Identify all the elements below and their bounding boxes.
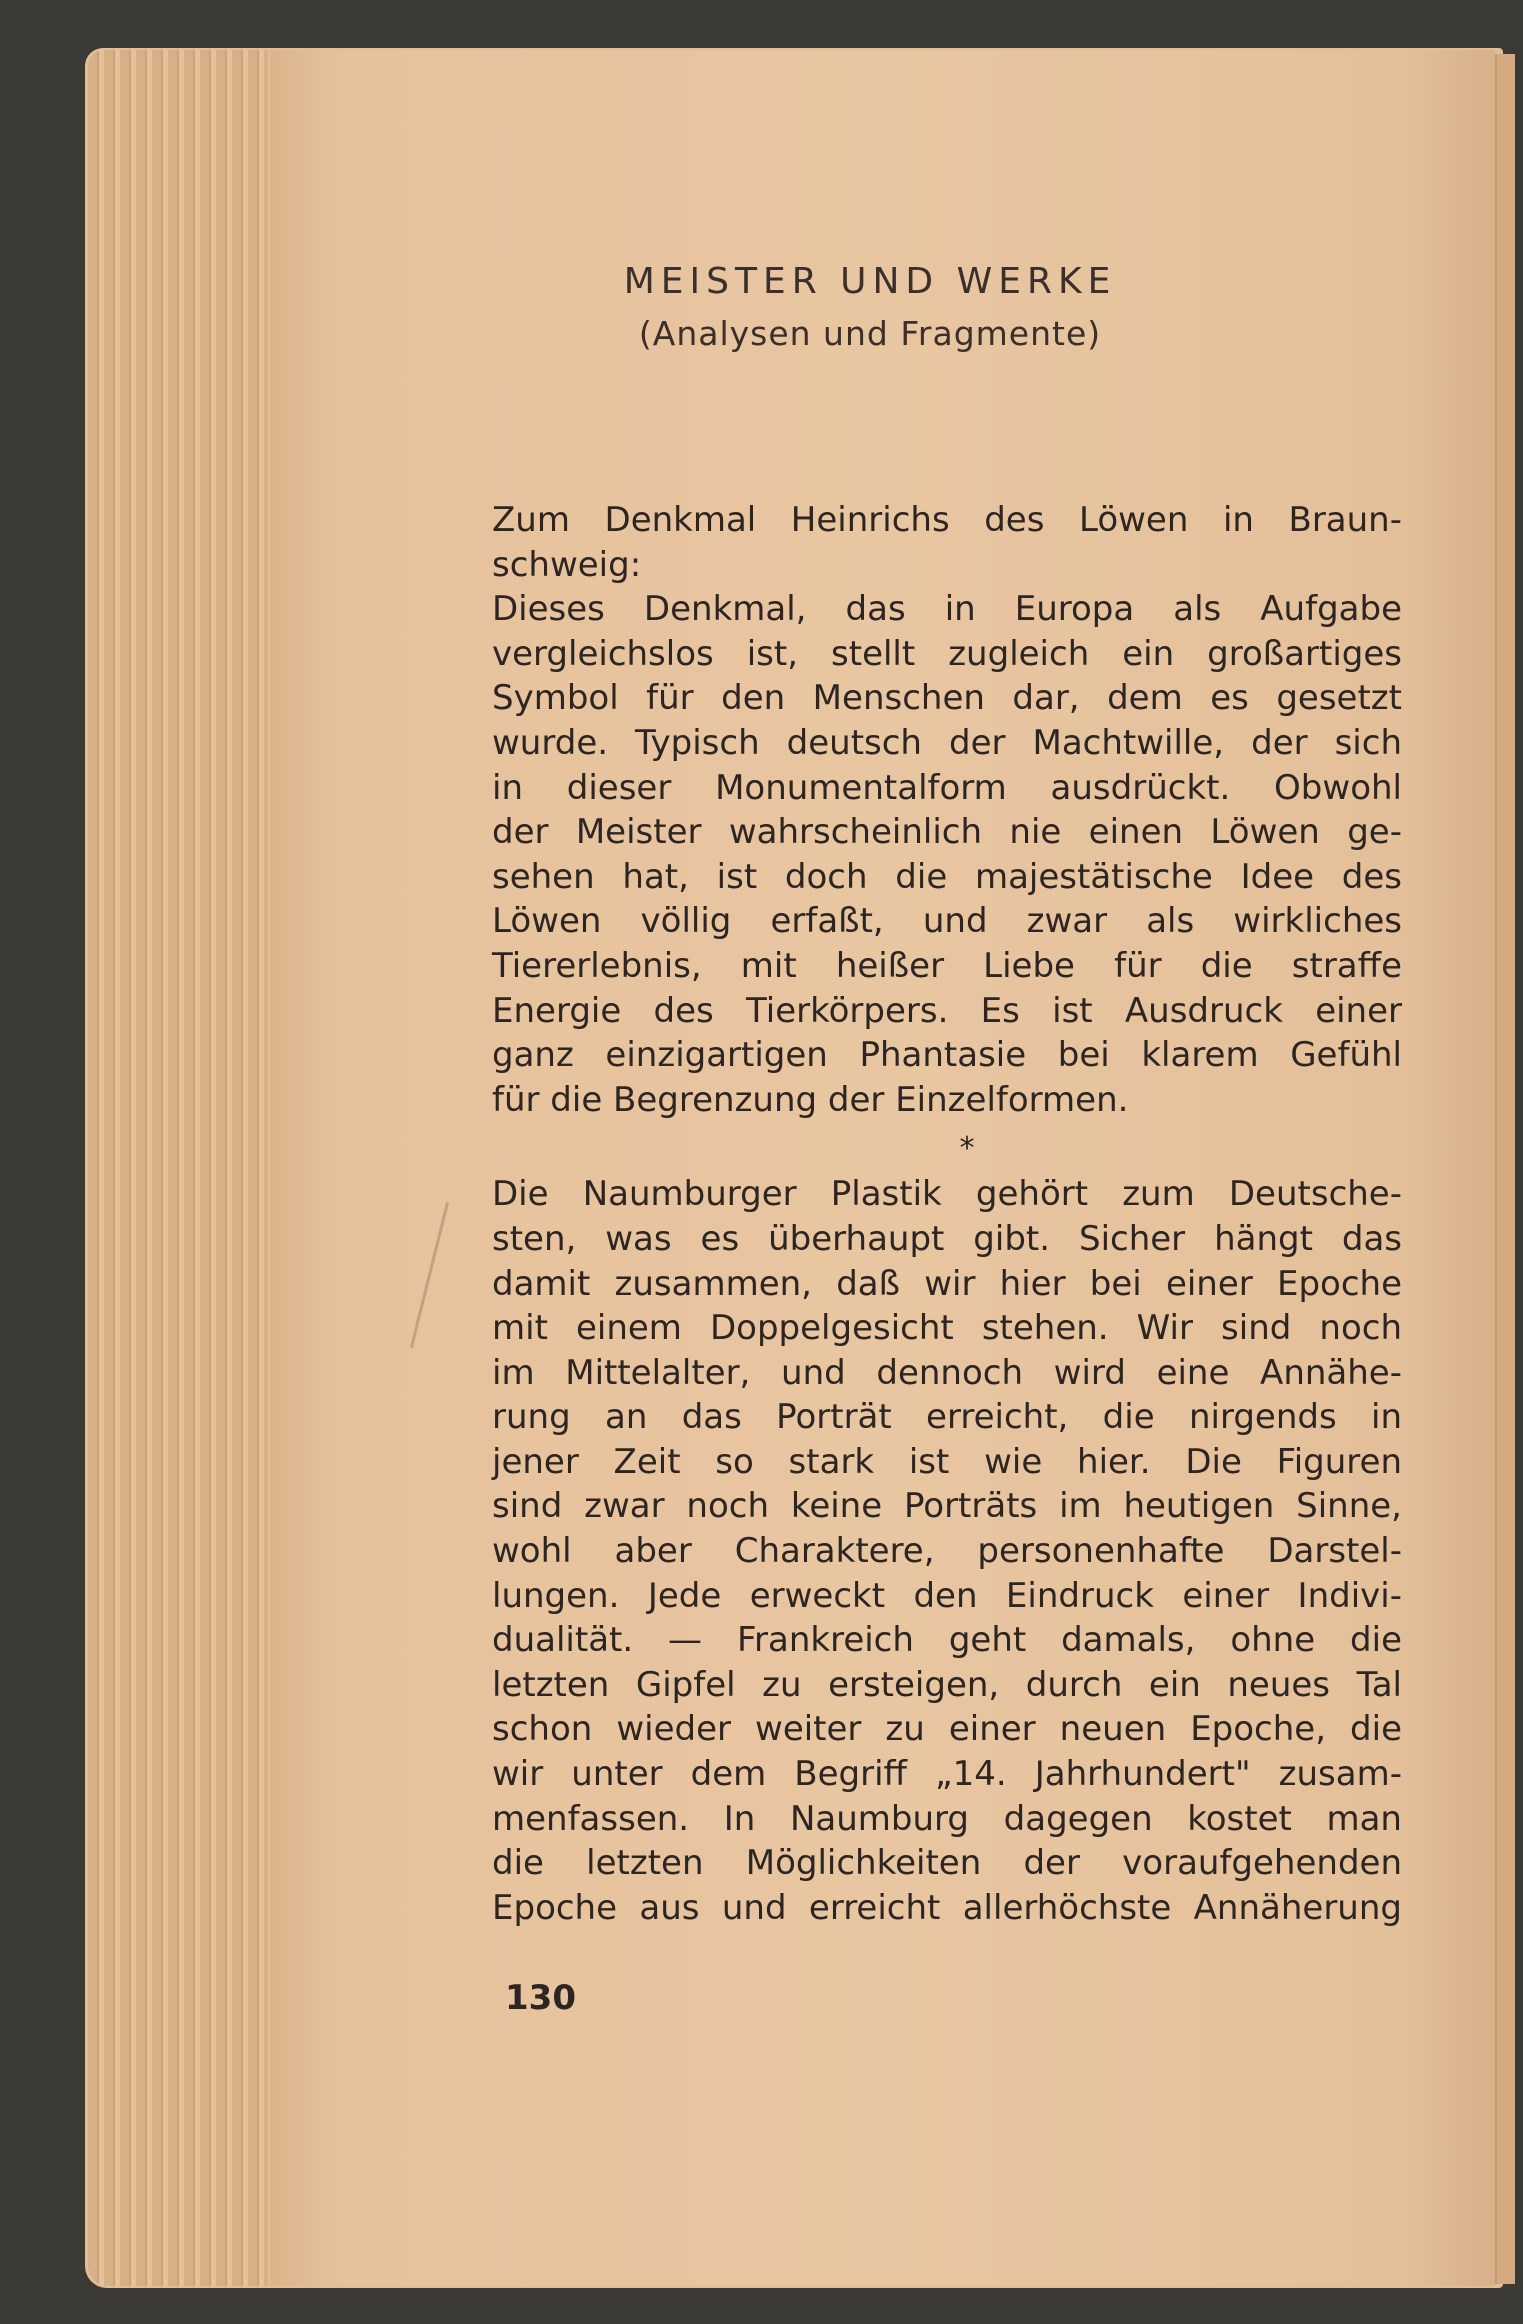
text-line: dualität. — Frankreich geht damals, ohne die	[492, 1620, 1402, 1661]
page-edges	[88, 50, 268, 2286]
page-number: 130	[505, 1978, 576, 2018]
text-line: Dieses Denkmal, das in Europa als Aufgabe	[492, 589, 1402, 630]
text-line: Die Naumburger Plastik gehört zum Deutsche-	[492, 1174, 1402, 1215]
chapter-header	[490, 255, 1250, 359]
page-right-edge	[1495, 54, 1515, 2284]
text-line: sehen hat, ist doch die majestätische Idee des	[492, 856, 1402, 897]
text-line: mit einem Doppelgesicht stehen. Wir sind noch	[492, 1308, 1402, 1349]
chapter-subtitle: (Analysen und Fragmente)	[638, 314, 1102, 353]
text-line: schweig:	[492, 544, 642, 585]
text-line: schon wieder weiter zu einer neuen Epoche, die	[492, 1709, 1402, 1750]
chapter-title: MEISTER UND WERKE	[623, 261, 1117, 302]
text-line: Tiererlebnis, mit heißer Liebe für die straffe	[492, 945, 1402, 986]
text-line: menfassen. In Naumburg dagegen kostet man	[492, 1798, 1402, 1839]
text-line: lungen. Jede erweckt den Eindruck einer Indivi-	[492, 1575, 1402, 1616]
text-line: jener Zeit so stark ist wie hier. Die Figuren	[492, 1441, 1402, 1482]
text-line: die letzten Möglichkeiten der voraufgehenden	[492, 1843, 1402, 1884]
text-line: ganz einzigartigen Phantasie bei klarem Gefühl	[492, 1035, 1402, 1076]
text-line: sten, was es überhaupt gibt. Sicher hängt das	[492, 1218, 1402, 1259]
text-line: im Mittelalter, und dennoch wird eine Annähe-	[492, 1352, 1402, 1393]
text-line: sind zwar noch keine Porträts im heutigen Sinne,	[492, 1486, 1402, 1527]
text-line: vergleichslos ist, stellt zugleich ein großartiges	[492, 633, 1402, 674]
text-line: Energie des Tierkörpers. Es ist Ausdruck einer	[492, 990, 1402, 1031]
text-line: Löwen völlig erfaßt, und zwar als wirkliches	[492, 901, 1402, 942]
text-line: rung an das Porträt erreicht, die nirgends in	[492, 1397, 1402, 1438]
text-line: wurde. Typisch deutsch der Machtwille, der sich	[492, 722, 1402, 763]
text-line: wohl aber Charaktere, personenhafte Darstel-	[492, 1531, 1402, 1572]
text-line: der Meister wahrscheinlich nie einen Löwen ge-	[492, 812, 1402, 853]
body-text	[492, 498, 1402, 1930]
text-line: damit zusammen, daß wir hier bei einer Epoche	[492, 1263, 1402, 1304]
section-separator: *	[959, 1131, 975, 1167]
text-line: für die Begrenzung der Einzelformen.	[492, 1079, 1129, 1120]
text-line: Zum Denkmal Heinrichs des Löwen in Braun-	[492, 500, 1402, 540]
text-line: letzten Gipfel zu ersteigen, durch ein neues Tal	[492, 1664, 1402, 1705]
text-line: Epoche aus und erreicht allerhöchste Annäherung	[492, 1887, 1402, 1928]
text-line: wir unter dem Begriff „14. Jahrhundert" zusam-	[492, 1754, 1402, 1795]
text-line: in dieser Monumentalform ausdrückt. Obwohl	[492, 767, 1402, 808]
text-line: Symbol für den Menschen dar, dem es gesetzt	[492, 678, 1402, 719]
